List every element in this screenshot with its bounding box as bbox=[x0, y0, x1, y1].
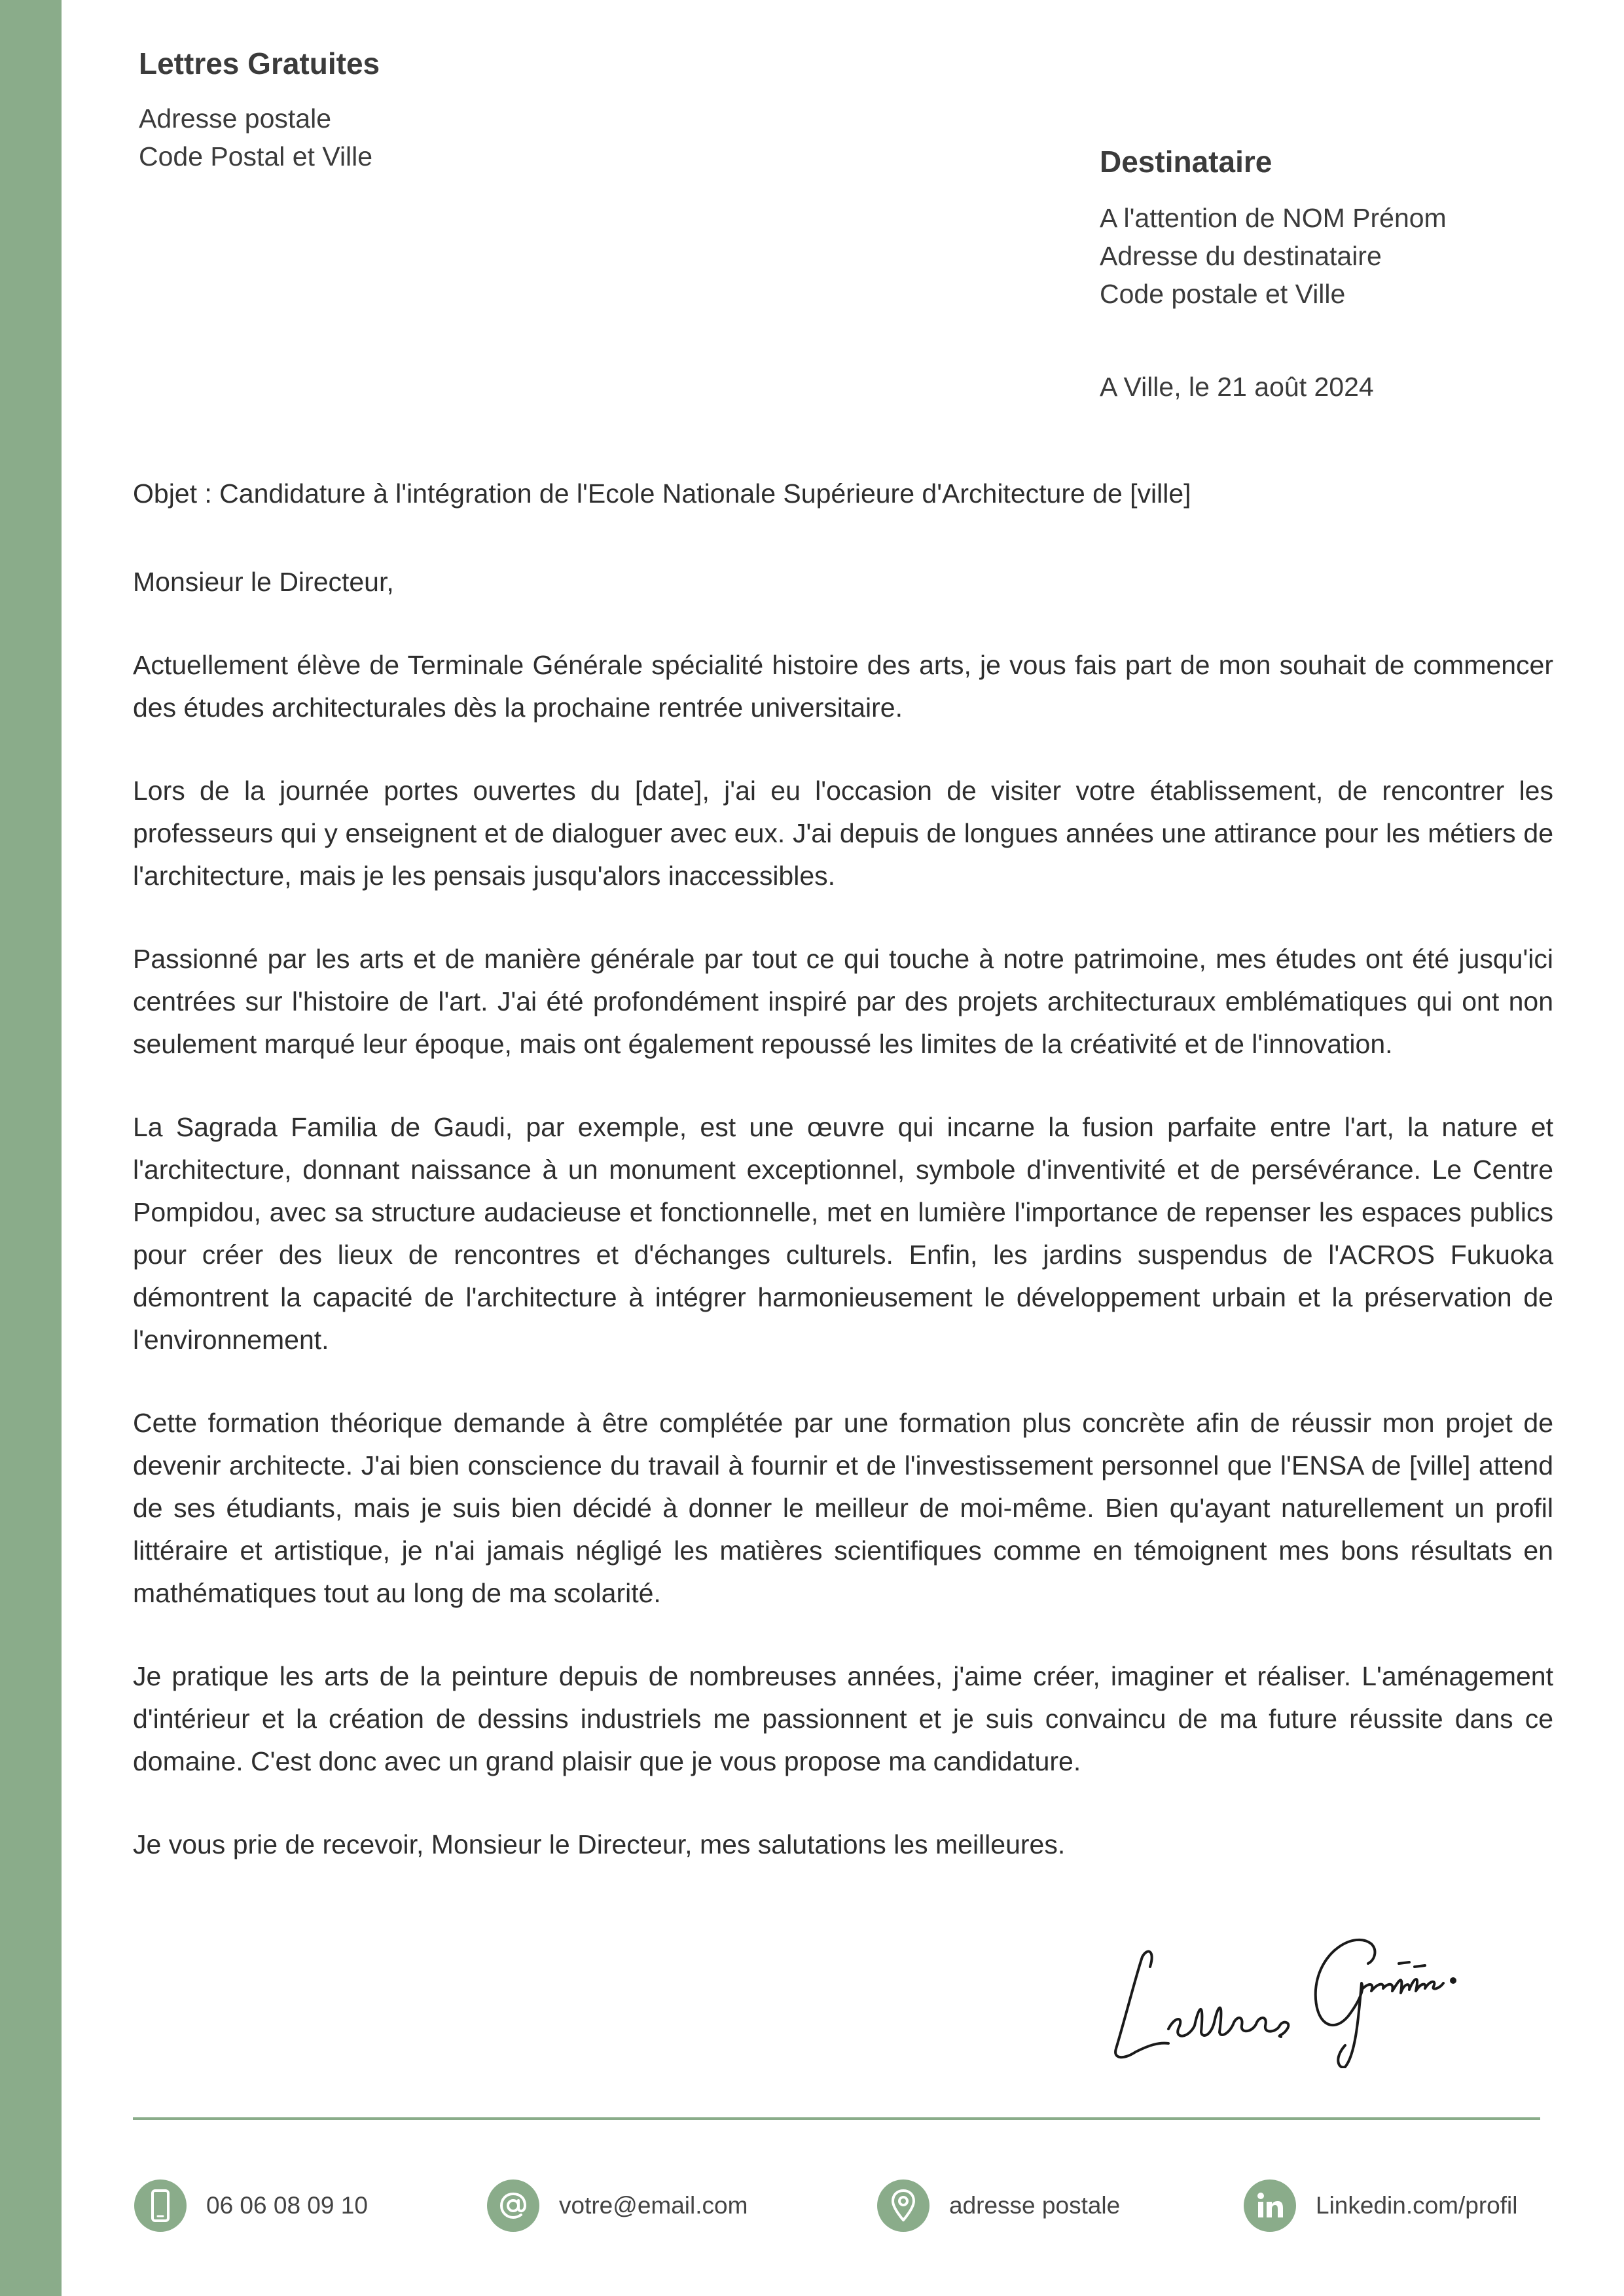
sender-name: Lettres Gratuites bbox=[139, 46, 380, 81]
postal-address: adresse postale bbox=[949, 2192, 1121, 2219]
recipient-attention: A l'attention de NOM Prénom bbox=[1100, 203, 1447, 233]
at-sign-icon bbox=[487, 2179, 539, 2232]
footer-linkedin bbox=[1244, 2179, 1517, 2232]
letter-closing: Je vous prie de recevoir, Monsieur le Directeur, mes salutations les meilleures. bbox=[133, 1829, 1066, 1859]
location-pin-icon bbox=[877, 2179, 929, 2232]
phone-number[interactable]: 06 06 08 09 10 bbox=[206, 2192, 368, 2219]
sender-city: Code Postal et Ville bbox=[139, 141, 373, 171]
linkedin-profile[interactable]: Linkedin.com/profil bbox=[1316, 2192, 1518, 2219]
handwritten-signature bbox=[1096, 1918, 1483, 2068]
side-accent-bar bbox=[0, 0, 62, 2296]
sender-address: Adresse postale bbox=[139, 103, 332, 134]
footer-email bbox=[487, 2179, 748, 2232]
footer-phone bbox=[134, 2179, 368, 2232]
letter-paragraph: La Sagrada Familia de Gaudi, par exemple, est une œuvre qui incarne la fusion parfaite entre l'art, la nature et l'architecture, donnant naissance à un monument exceptionnel, symbole d'inventivité et de persévérance. Le Centre Pompidou, avec sa structure audacieuse et fonctionnelle, met en lumière l'importance de repenser les espaces publics pour créer des lieux de rencontres et d'échanges culturels. Enfin, les jardins suspendus de l'ACROS Fukuoka démontrent la capacité de l'architecture à intégrer harmonieusement le développement urbain et la préservation de l'environnement. bbox=[133, 1112, 1553, 1355]
recipient-address: Adresse du destinataire bbox=[1100, 241, 1382, 271]
linkedin-icon bbox=[1244, 2179, 1296, 2232]
sender-block bbox=[139, 46, 380, 175]
recipient-city: Code postale et Ville bbox=[1100, 279, 1346, 309]
email-address[interactable]: votre@email.com bbox=[559, 2192, 748, 2219]
letter-paragraph: Cette formation théorique demande à être complétée par une formation plus concrète afin de réussir mon projet de devenir architecte. J'ai bien conscience du travail à fournir et de l'investissement personnel que l'ENSA de [ville] attend de ses étudiants, mais je suis bien décidé à donner le meilleur de moi-même. Bien qu'ayant naturellement un profil littéraire et artistique, je n'ai jamais négligé les matières scientifiques comme en témoignent mes bons résultats en mathématiques tout au long de ma scolarité. bbox=[133, 1408, 1553, 1608]
letter-paragraph: Passionné par les arts et de manière générale par tout ce qui touche à notre patrimoine, mes études ont été jusqu'ici centrées sur l'histoire de l'art. J'ai été profondément inspiré par des projets architecturaux emblématiques qui ont non seulement marqué leur époque, mais ont également repoussé les limites de la créativité et de l'innovation. bbox=[133, 944, 1553, 1059]
letter-salutation: Monsieur le Directeur, bbox=[133, 567, 394, 597]
recipient-title: Destinataire bbox=[1100, 145, 1272, 179]
recipient-block bbox=[1100, 144, 1447, 313]
phone-icon bbox=[134, 2179, 187, 2232]
letter-paragraph: Je pratique les arts de la peinture depuis de nombreuses années, j'aime créer, imaginer et réaliser. L'aménagement d'intérieur et la création de dessins industriels me passionnent et je suis convaincu de ma future réussite dans ce domaine. C'est donc avec un grand plaisir que je vous propose ma candidature. bbox=[133, 1661, 1553, 1776]
letter-paragraph: Lors de la journée portes ouvertes du [date], j'ai eu l'occasion de visiter votre établissement, de rencontrer les professeurs qui y enseignent et de dialoguer avec eux. J'ai depuis de longues années une attirance pour les métiers de l'architecture, mais je les pensais jusqu'alors inaccessibles. bbox=[133, 776, 1553, 891]
letter-date: A Ville, le 21 août 2024 bbox=[1100, 372, 1374, 402]
letter-body bbox=[133, 473, 1553, 1907]
footer-divider bbox=[133, 2117, 1540, 2120]
letter-paragraph: Actuellement élève de Terminale Générale spécialité histoire des arts, je vous fais part de mon souhait de commencer des études architecturales dès la prochaine rentrée universitaire. bbox=[133, 650, 1553, 723]
footer-address bbox=[877, 2179, 1120, 2232]
letter-subject: Objet : Candidature à l'intégration de l'Ecole Nationale Supérieure d'Architecture de [ville] bbox=[133, 478, 1191, 509]
